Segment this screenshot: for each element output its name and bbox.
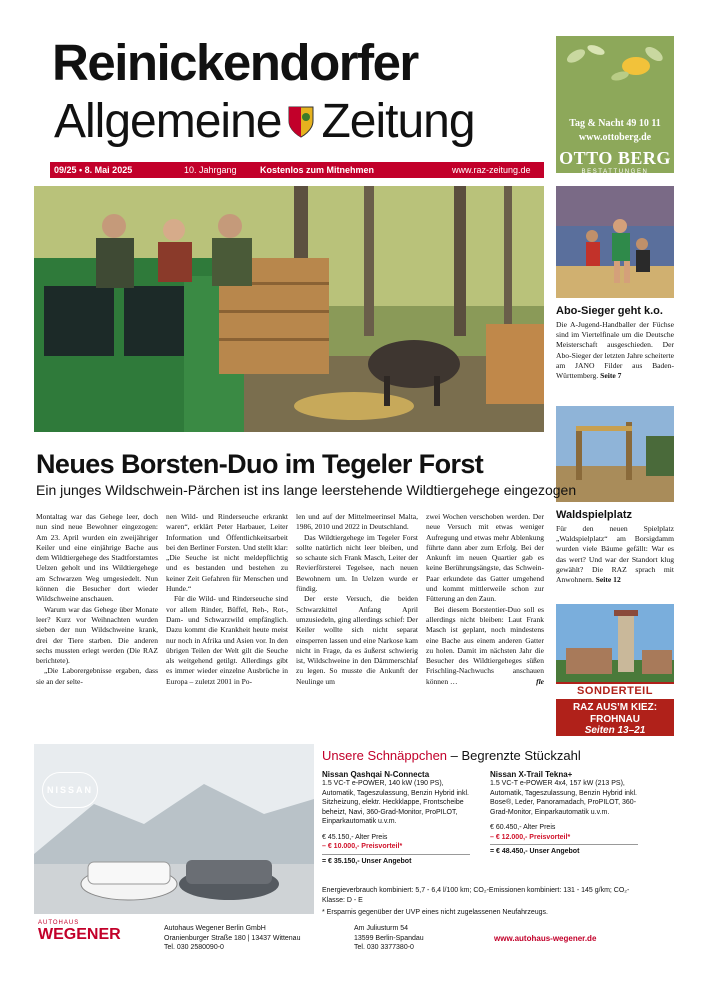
offer-price: = € 35.150,- Unser Angebot [322,857,412,865]
address-line: 13599 Berlin-Spandau [354,934,424,942]
masthead-title: Reinickendorfer [52,34,418,91]
ad-headline-sub: – Begrenzte Stückzahl [450,748,581,763]
article-paragraph: nen Wild- und Rinderseuche erkrankt waren“, erklärt Peter Harbauer, Leiter Information und Öffentlichkeitsarbeit bei den Berliner Forsten. Und stellt klar: „Die Seuche ist nicht meldepflichtig und es bestanden und bestehen zu keiner Zeit Gefahren für Menschen und Hunde.“ [166,512,288,594]
issue-bar [50,162,544,178]
coat-of-arms-icon [287,105,315,139]
article-last-text: Bei diesem Borstentier-Duo soll es allerdings nicht bleiben: Laut Frank Masch ist geplant, noch mindestens eine Bache aus einem anderen Gatter zu holen. Damit im nächsten Jahr die Besucher des Wildtiergeheges süßen Frischling-Nachwuchs anschauen können … [426,604,544,686]
offer-specs: 1.5 VC-T e-POWER 4x4, 157 kW (213 PS), Automatik, Tageszulassung, Benzin Hybrid inkl. Bose®, Leder, Panoramadach, ProPILOT, 360-Grad-Monitor, Einparkautomatik u.v.m. [490,780,637,816]
address-phone: Tel. 030 2580090-0 [164,944,224,951]
boar-enclosure-image [34,186,544,432]
offer-title: Nissan Qashqai N-Connecta [322,770,430,779]
article-paragraph: len und auf der Mittelmeerinsel Malta, 1986, 2010 und 2022 in Deutschland. [296,512,418,532]
ad-offer-xtrail [490,770,638,857]
sonderteil-pages: Seiten 13–21 [584,725,646,736]
article-paragraph: „Die Laborergebnisse ergaben, dass sie an der selte- [36,666,158,686]
article-paragraph: Das Wildtiergehege im Tegeler Forst sollte natürlich nicht leer bleiben, und so schaute sich Frank Masch, Leiter der Revierförsterei Tegelsee, nach neuen Bewohnern um. In Uelzen wurde er fündig. [296,532,418,594]
offer-discount: – € 10.000,- Preisvorteil* [322,843,403,850]
masthead-word-allgemeine: Allgemeine [54,95,282,148]
address-line: Am Juliusturm 54 [354,925,409,932]
car-dealer-ad[interactable] [34,744,638,956]
side-story-2-text [556,524,674,585]
offer-price: = € 48.450,- Unser Angebot [490,848,580,855]
ad-energy-info: Energieverbrauch kombiniert: 5,7 - 6,4 l/100 km; CO₂-Emissionen kombiniert: 131 - 145 g/km; CO₂-Klasse: D - E [322,887,630,904]
sonderteil-line1: RAZ AUS’M KIEZ: [572,702,658,713]
side-story-1-body: Die A-Jugend-Handballer der Füchse sind im Viertelfinale um die Deutsche Meisterschaft ausgeschieden. Der Abo-Sieger der letzten Jahre scheiterte am JANO Filder aus Baden-Württemberg. [556,320,674,381]
article-paragraph [426,605,544,687]
dealer-address-2 [354,924,424,953]
article-column-1 [36,512,158,687]
ad-headline [322,748,581,763]
issue-number: 09/25 • 8. Mai 2025 [54,165,133,175]
article-column-3 [296,512,418,687]
issue-url[interactable]: www.raz-zeitung.de [452,165,531,175]
side-story-1-text [556,320,674,381]
offer-discount: – € 12.000,- Preisvorteil* [490,833,571,841]
offer-old-price: € 45.150,- Alter Preis [322,833,388,841]
offer-old-price: € 60.450,- Alter Preis [490,824,556,831]
side-story-2-body: Für den neuen Spielplatz „Waldspielplatz“ am Borsigdamm wurden viele Bäume gefällt: War es das wert? Und war der Standort klug gewählt? Die RAZ sprach mit Anwohnern. [556,524,674,585]
funeral-ad-brand: OTTO BERG [559,148,671,168]
address-line: Autohaus Wegener Berlin GmbH [164,925,266,932]
issue-free-label: Kostenlos zum Mitnehmen [260,165,375,175]
article-paragraph: Montaltag war das Gehege leer, doch nun sind neue Bewohner eingezogen: Am 23. April wurden ein zweijähriger Keiler und eine einjährige Bache aus dem Wildtiergehege des Stadtforstamtes Uelzen geholt und ins Wildtiergehege am Schwarzen Weg umgesiedelt. Nun können die Besucher dort wieder Wildschweine anschauen. [36,512,158,604]
sonderteil-line2: FROHNAU [590,714,640,725]
sonderteil-label: SONDERTEIL [556,684,674,699]
main-subheadline: Ein junges Wildschwein-Pärchen ist ins lange leerstehende Wildtiergehege eingezogen [36,482,577,498]
dealer-address-1 [164,924,300,953]
nissan-cars-image [34,744,314,914]
funeral-ad-subline: BESTATTUNGEN [581,169,649,175]
article-paragraph: Der erste Versuch, die beiden Schwarzkittel Anfang April umzusiedeln, ging allerdings schief: Der Keiler wollte sich nicht separat einsperren lassen und eine Narkose kam nicht in Frage, da es äußerst schwierig ist, Wildschweine in den Dämmerschlaf zu legen. So musste die Ankunft der Neulinge um [296,594,418,686]
address-phone: Tel. 030 3377380-0 [354,944,414,951]
handball-image [556,186,674,298]
main-photo [34,186,544,432]
funeral-ad-phone: Tag & Nacht 49 10 11 [569,118,661,129]
offer-specs: 1.5 VC-T e-POWER, 140 kW (190 PS), Automatik, Tageszulassung, Benzin Hybrid inkl. Sitzheizung, elektr. Heckklappe, Frontscheibe beheizt, Navi, 360-Grad-Monitor, ProPILOT, Einparkautomatik u.v.m. [322,780,469,825]
article-paragraph: Warum war das Gehege über Monate leer? Kurz vor Weihnachten wurden sieben der nun Wildschweine krank, drei der Tiere starben. Die anderen sechs mussten erlegt werden (Die RAZ berichtete). [36,604,158,666]
ad-headline-main: Unsere Schnäppchen [322,748,448,763]
frohnau-tower-image [556,604,674,682]
wegener-logo [38,920,134,954]
ad-footnote: * Ersparnis gegenüber der UVP eines nicht zugelassenen Neufahrzeugs. [322,909,548,916]
wegener-logo-small: AUTOHAUS [38,920,80,926]
side-story-2-ref[interactable]: Seite 12 [595,575,621,585]
offer-title: Nissan X-Trail Tekna+ [490,770,573,779]
side-story-1-ref[interactable]: Seite 7 [600,371,622,381]
wegener-logo-text: WEGENER [38,926,121,943]
funeral-ad[interactable] [556,36,674,173]
article-paragraph: Für die Wild- und Rinderseuche sind vor allem Rinder, Büffel, Reh-, Rot-, Dam- und Schwarzwild empfänglich. Dazu kommt die Krankheit heute meist nur noch in Afrika und Asien vor. In den übrigen Teilen der Welt gilt die Seuche als weitgehend getilgt. Allerdings gibt es immer wieder einzelne Ausbrüche in Europa – zuletzt 2001 in Po- [166,594,288,686]
masthead-subtitle [54,96,475,148]
ad-offer-qashqai [322,770,470,866]
issue-year: 10. Jahrgang [184,165,237,175]
nissan-logo: NISSAN [42,772,98,808]
article-column-4 [426,512,544,687]
author-signature: fle [536,676,544,686]
leaves-illustration [556,36,674,88]
sonderteil-box[interactable] [556,604,674,736]
article-column-2 [166,512,288,687]
side-story-2-title: Waldspielplatz [556,509,632,521]
dealer-website[interactable]: www.autohaus-wegener.de [494,934,597,943]
address-line: Oranienburger Straße 180 | 13437 Wittenau [164,934,301,942]
article-paragraph: zwei Wochen verschoben werden. Der neue Versuch mit etwas weniger Aufregung und etwas mehr Ablenkung führte dann aber zum Erfolg. Bei der Ankunft im neuen Quartier gab es keine Berührungsängste, das Schwein-Paar erkundete das Gatter umgehend und kommt mittlerweile schon zur Fütterung an den Zaun. [426,512,544,604]
funeral-ad-url[interactable]: www.ottoberg.de [578,132,652,143]
handball-photo [556,186,674,298]
main-headline: Neues Borsten-Duo im Tegeler Forst [36,449,484,479]
masthead-word-zeitung: Zeitung [321,95,475,148]
side-story-1-title: Abo-Sieger geht k.o. [556,305,663,317]
